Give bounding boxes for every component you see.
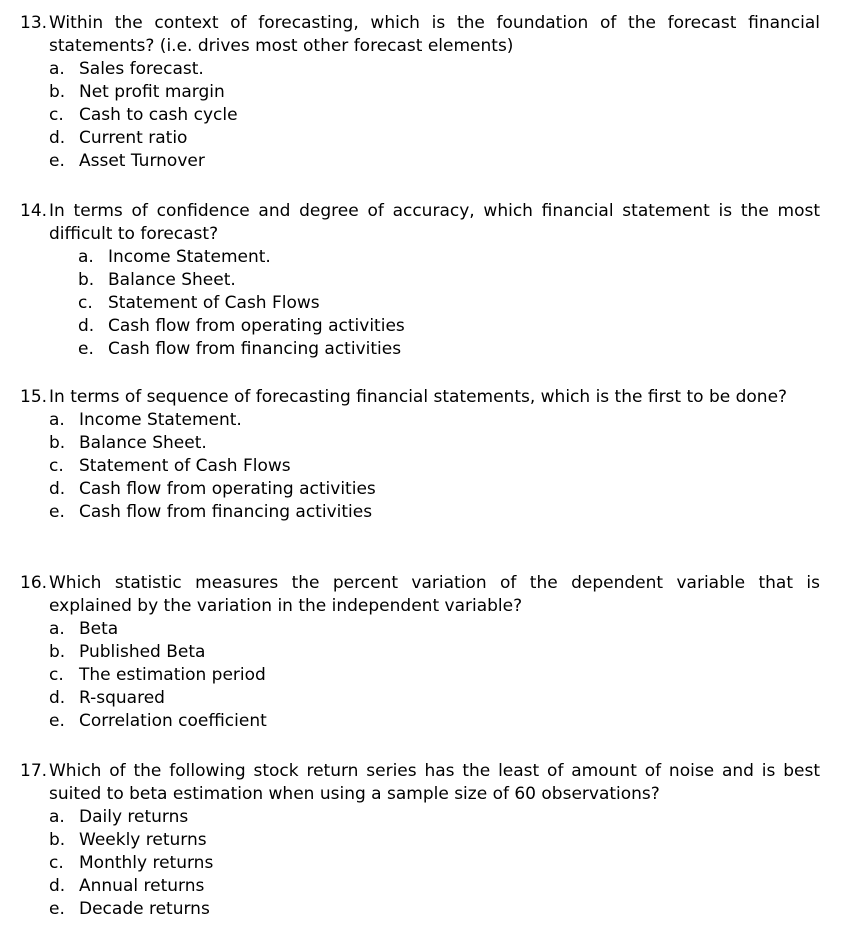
option-text: Asset Turnover — [79, 151, 205, 171]
option-b — [78, 269, 820, 292]
question-number: 13. — [20, 13, 48, 33]
option-text: Cash flow from financing activities — [79, 502, 373, 522]
option-c — [49, 104, 820, 127]
option-letter: d. — [78, 316, 95, 336]
option-letter: b. — [49, 433, 66, 453]
option-letter: d. — [49, 876, 66, 896]
question-number: 17. — [20, 761, 48, 781]
option-text: Sales forecast. — [79, 59, 204, 79]
option-letter: a. — [49, 619, 65, 639]
option-text: Cash flow from financing activities — [108, 339, 402, 359]
option-letter: c. — [49, 456, 64, 476]
option-b — [49, 81, 820, 104]
option-d — [78, 315, 820, 338]
option-text: Statement of Cash Flows — [79, 456, 291, 476]
option-text: Balance Sheet. — [108, 270, 236, 290]
option-e — [49, 898, 820, 921]
option-text: Current ratio — [79, 128, 188, 148]
question-stem — [20, 200, 820, 246]
option-letter: a. — [49, 410, 65, 430]
option-text: Monthly returns — [79, 853, 214, 873]
option-letter: d. — [49, 479, 66, 499]
option-letter: b. — [49, 82, 66, 102]
option-a — [49, 58, 820, 81]
option-text: Cash to cash cycle — [79, 105, 238, 125]
option-letter: b. — [49, 830, 66, 850]
option-e — [49, 501, 820, 524]
option-letter: a. — [49, 807, 65, 827]
option-letter: b. — [49, 642, 66, 662]
answer-options — [20, 409, 820, 524]
option-b — [49, 641, 820, 664]
option-d — [49, 478, 820, 501]
option-text: Correlation coefficient — [79, 711, 267, 731]
question-15 — [20, 386, 820, 524]
option-text: Decade returns — [79, 899, 210, 919]
option-text: Published Beta — [79, 642, 206, 662]
option-letter: e. — [49, 151, 65, 171]
option-text: R-squared — [79, 688, 165, 708]
option-letter: d. — [49, 688, 66, 708]
question-stem — [20, 572, 820, 618]
option-a — [49, 618, 820, 641]
option-text: Statement of Cash Flows — [108, 293, 320, 313]
option-text: Beta — [79, 619, 119, 639]
option-letter: e. — [78, 339, 94, 359]
option-e — [49, 710, 820, 733]
question-stem — [20, 760, 820, 806]
option-letter: e. — [49, 899, 65, 919]
option-text: Weekly returns — [79, 830, 207, 850]
option-letter: b. — [78, 270, 95, 290]
question-17 — [20, 760, 820, 921]
option-a — [78, 246, 820, 269]
question-16 — [20, 572, 820, 733]
question-14 — [20, 200, 820, 361]
option-text: Cash flow from operating activities — [108, 316, 405, 336]
option-a — [49, 409, 820, 432]
option-text: Daily returns — [79, 807, 189, 827]
option-c — [49, 852, 820, 875]
answer-options — [20, 246, 820, 361]
option-letter: d. — [49, 128, 66, 148]
option-letter: c. — [49, 665, 64, 685]
question-number: 15. — [20, 387, 48, 407]
option-letter: c. — [49, 853, 64, 873]
option-text: The estimation period — [79, 665, 266, 685]
option-e — [78, 338, 820, 361]
option-letter: c. — [78, 293, 93, 313]
option-a — [49, 806, 820, 829]
question-13 — [20, 12, 820, 173]
option-letter: a. — [78, 247, 94, 267]
option-letter: c. — [49, 105, 64, 125]
option-text: Cash flow from operating activities — [79, 479, 376, 499]
question-text: Within the context of forecasting, which is the foundation of the forecast financial statements? (i.e. drives most other forecast elements) — [49, 13, 820, 56]
option-text: Income Statement. — [79, 410, 242, 430]
question-number: 14. — [20, 201, 48, 221]
option-b — [49, 829, 820, 852]
option-c — [49, 664, 820, 687]
answer-options — [20, 618, 820, 733]
question-text: Which statistic measures the percent variation of the dependent variable that is explained by the variation in the independent variable? — [49, 573, 820, 616]
option-d — [49, 875, 820, 898]
option-d — [49, 127, 820, 150]
option-letter: e. — [49, 502, 65, 522]
option-c — [78, 292, 820, 315]
option-d — [49, 687, 820, 710]
option-text: Income Statement. — [108, 247, 271, 267]
option-letter: a. — [49, 59, 65, 79]
option-c — [49, 455, 820, 478]
option-text: Annual returns — [79, 876, 205, 896]
question-stem — [20, 386, 820, 409]
question-stem — [20, 12, 820, 58]
question-text: In terms of sequence of forecasting financial statements, which is the first to be done? — [49, 387, 788, 407]
option-text: Balance Sheet. — [79, 433, 207, 453]
option-b — [49, 432, 820, 455]
question-text: In terms of confidence and degree of accuracy, which financial statement is the most difficult to forecast? — [49, 201, 820, 244]
answer-options — [20, 806, 820, 921]
option-letter: e. — [49, 711, 65, 731]
option-e — [49, 150, 820, 173]
answer-options — [20, 58, 820, 173]
question-text: Which of the following stock return series has the least of amount of noise and is best suited to beta estimation when using a sample size of 60 observations? — [49, 761, 820, 804]
option-text: Net profit margin — [79, 82, 225, 102]
question-number: 16. — [20, 573, 48, 593]
